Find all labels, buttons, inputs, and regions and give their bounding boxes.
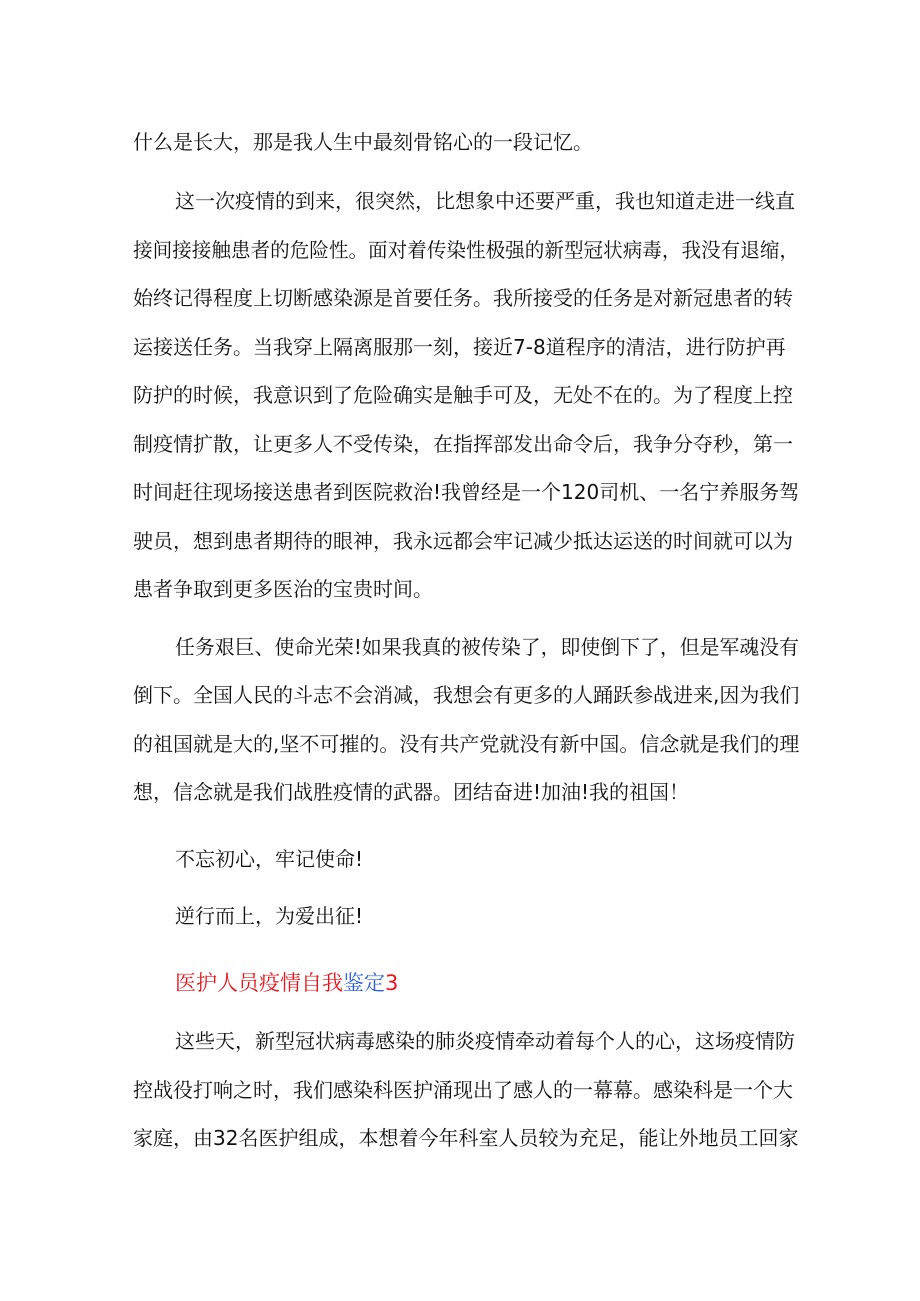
heading-part: 3 (385, 971, 399, 995)
heading-part: 医护人员疫情自我 (175, 971, 343, 995)
paragraph-line: 接间接接触患者的危险性。面对着传染性极强的新型冠状病毒，我没有退缩， (133, 238, 799, 262)
heading-part: 鉴定 (343, 971, 385, 995)
paragraph-line: 驶员，想到患者期待的眼神，我永远都会牢记减少抵达运送的时间就可以为 (133, 529, 793, 553)
paragraph-line: 不忘初心，牢记使命! (175, 847, 364, 871)
paragraph-line: 防护的时候，我意识到了危险确实是触手可及，无处不在的。为了程度上控 (133, 383, 793, 407)
paragraph-line: 任务艰巨、使命光荣!如果我真的被传染了，即使倒下了，但是军魂没有 (175, 635, 800, 659)
paragraph-line: 患者争取到更多医治的宝贵时间。 (133, 577, 433, 601)
paragraph-line: 什么是长大，那是我人生中最刻骨铭心的一段记忆。 (133, 130, 593, 154)
paragraph-line: 这一次疫情的到来，很突然，比想象中还要严重，我也知道走进一线直 (175, 189, 795, 213)
section-heading (175, 968, 398, 998)
paragraph-line: 制疫情扩散，让更多人不受传染，在指挥部发出命令后，我争分夺秒，第一 (133, 432, 793, 456)
paragraph-line: 始终记得程度上切断感染源是首要任务。我所接受的任务是对新冠患者的转 (133, 286, 793, 310)
paragraph-line: 时间赶往现场接送患者到医院救治!我曾经是一个120司机、一名宁养服务驾 (133, 480, 800, 504)
paragraph-line: 这些天，新型冠状病毒感染的肺炎疫情牵动着每个人的心，这场疫情防 (175, 1029, 795, 1053)
paragraph-line: 逆行而上，为爱出征! (175, 904, 364, 928)
paragraph-line: 倒下。全国人民的斗志不会消减，我想会有更多的人踊跃参战进来,因为我们 (133, 683, 800, 707)
paragraph-line: 的祖国就是大的,坚不可摧的。没有共产党就没有新中国。信念就是我们的理 (133, 732, 800, 756)
paragraph-line: 运接送任务。当我穿上隔离服那一刻，接近7-8道程序的清洁，进行防护再 (133, 335, 786, 359)
paragraph-line: 控战役打响之时，我们感染科医护涌现出了感人的一幕幕。感染科是一个大 (133, 1078, 793, 1102)
paragraph-line: 家庭，由32名医护组成，本想着今年科室人员较为充足，能让外地员工回家 (133, 1126, 799, 1150)
paragraph-line: 想，信念就是我们战胜疫情的武器。团结奋进!加油!我的祖国！ (133, 780, 690, 804)
